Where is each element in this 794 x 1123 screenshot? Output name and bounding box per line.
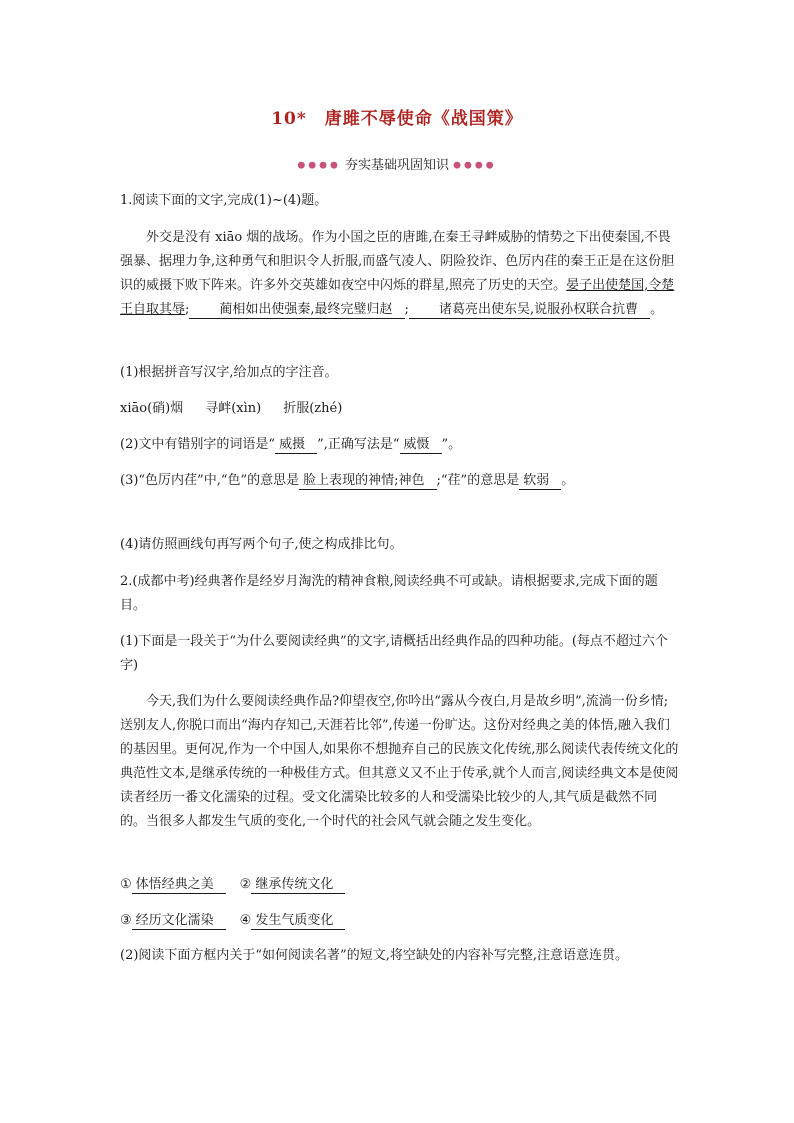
- q1-sub2-mid: ”,正确写法是“: [317, 437, 400, 452]
- lesson-number: 10*: [271, 109, 307, 129]
- q1-sub2-wrong: 威摄: [275, 437, 317, 454]
- q1-answer-2: 诸葛亮出使东吴,说服孙权联合抗曹: [409, 302, 650, 319]
- q2-answer-2: 继承传统文化: [251, 877, 345, 894]
- section-header: [0, 154, 794, 173]
- q2-sub2-stem: (2)阅读下面方框内关于“如何阅读名著”的短文,将空缺处的内容补写完整,注意语意连贯。: [120, 948, 628, 963]
- q2-passage: 今天,我们为什么要阅读经典作品?仰望夜空,你吟出“露从今夜白,月是故乡明”,流淌一份乡情;送别友人,你脱口而出“海内存知己,天涯若比邻”,传递一份旷达。这份对经典之美的体悟,融入我们的基因里。更何况,作为一个中国人,如果你不想抛弃自己的民族文化传统,那么阅读代表传统文化的典范性文本,是继承传统的一种极佳方式。但其意义又不止于传承,就个人而言,阅读经典文本是使阅读者经历一番文化濡染的过程。受文化濡染比较多的人和受濡染比较少的人,其气质是截然不同的。当很多人都发生气质的变化,一个时代的社会风气就会随之发生变化。: [120, 694, 679, 829]
- q1-sub3-answer-1: 脸上表现的神情;神色: [299, 473, 436, 490]
- q1-sub3: [120, 470, 680, 492]
- q2-answer-3-mark: ③: [120, 913, 132, 928]
- q1-end: 。: [650, 302, 664, 317]
- q2-stem: 2.(成都中考)经典著作是经岁月淘洗的精神食粮,阅读经典不可或缺。请根据要求,完成下面的题目。: [120, 574, 658, 613]
- q2-sub1-stem: (1)下面是一段关于“为什么要阅读经典”的文字,请概括出经典作品的四种功能。(每点不超过六个字): [120, 634, 668, 673]
- q2-answers-row-1: [120, 874, 680, 896]
- q1-answer-1: 蔺相如出使强秦,最终完璧归赵: [189, 302, 404, 319]
- q1-sub2: [120, 434, 680, 456]
- q2-answer-3: 经历文化濡染: [132, 913, 226, 930]
- q1-sub4-stem: (4)请仿照画线句再写两个句子,使之构成排比句。: [120, 537, 403, 552]
- q1-sub1-item-1: xiāo(硝)烟: [120, 401, 184, 416]
- page-title: [0, 104, 794, 129]
- q1-sub1-item-2: 寻衅(xìn): [205, 401, 262, 416]
- q1-sub1-stem: (1)根据拼音写汉字,给加点的字注音。: [120, 365, 338, 380]
- q1-sep-1: ;: [185, 302, 190, 317]
- q1-sub2-prefix: (2)文中有错别字的词语是“: [120, 437, 276, 452]
- q2-answer-1-mark: ①: [120, 877, 132, 892]
- q2-answer-4: 发生气质变化: [251, 913, 345, 930]
- decor-dots-left: ●●●●: [297, 160, 341, 171]
- q2-answer-4-mark: ④: [239, 913, 252, 928]
- section-header-text: 夯实基础巩固知识: [344, 158, 449, 173]
- q1-sub3-prefix: (3)“色厉内荏”中,“色”的意思是: [120, 473, 300, 488]
- q1-sep-2: ;: [404, 302, 409, 317]
- q1-sub3-answer-2: 软弱: [519, 473, 561, 490]
- q1-sub3-end: 。: [561, 473, 575, 488]
- q2-answer-1: 体悟经典之美: [132, 877, 226, 894]
- q1-sub1-item-3: 折服(zhé): [283, 401, 343, 416]
- decor-dots-right: ●●●●: [453, 160, 497, 171]
- q2-answers-row-2: [120, 910, 680, 932]
- q1-sub1-items: [120, 398, 680, 420]
- lesson-title: 唐雎不辱使命《战国策》: [324, 109, 523, 129]
- q2-answer-2-mark: ②: [239, 877, 252, 892]
- q1-sub2-right: 威慑: [400, 437, 442, 454]
- q1-sub3-mid: ;“荏”的意思是: [436, 473, 520, 488]
- q1-sub2-end: ”。: [441, 437, 462, 452]
- q1-underlined-sentence: 晏子出使楚国,令楚王自取其辱: [120, 278, 675, 317]
- q1-passage: [120, 226, 680, 322]
- q1-passage-text: 外交是没有 xiāo 烟的战场。作为小国之臣的唐雎,在秦王寻衅威胁的情势之下出使秦国,不畏强暴、据理力争,这种勇气和胆识令人折服,而盛气凌人、阴险狡诈、色厉内荏的秦王正是在这份胆识的威摄下败下阵来。许多外交英雄如夜空中闪烁的群星,照亮了历史的天空。: [120, 230, 675, 293]
- q1-stem: 1.阅读下面的文字,完成(1)~(4)题。: [120, 193, 328, 208]
